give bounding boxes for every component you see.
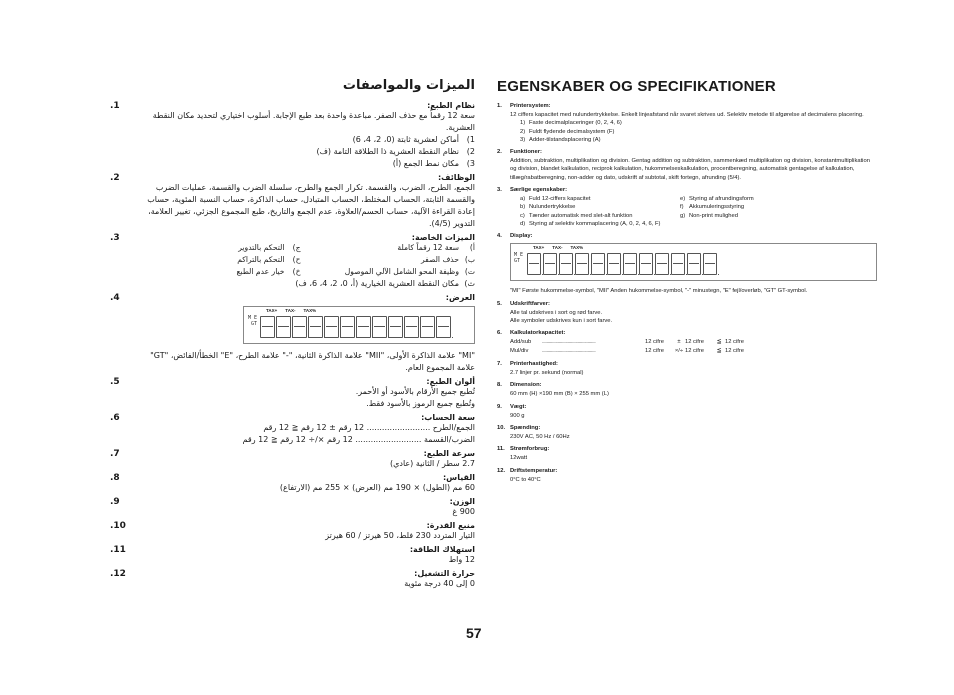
danish-column bbox=[497, 78, 877, 484]
display-side-symbols: M E GT bbox=[247, 315, 257, 327]
spec-heading: حرارة التشغيل: bbox=[414, 569, 475, 578]
spec-text: 0 إلى 40 درجة مئوية bbox=[404, 579, 475, 588]
spec-number: 1. bbox=[497, 103, 502, 109]
spec-stromforbrug bbox=[497, 446, 877, 462]
spec-number: 8. bbox=[497, 382, 502, 389]
spec-heading: Display: bbox=[510, 233, 533, 240]
spec-text: التيار المتردد 230 فلط، 50 هيرتز / 60 هيرتز bbox=[325, 531, 475, 540]
spec-text: Alle symboler udskrives kun i sort farve. bbox=[510, 317, 613, 324]
list-item: 1) أماكن لعشرية ثابتة (0، 2، 4، 6) bbox=[352, 135, 475, 144]
ar-spec-10 bbox=[108, 521, 475, 542]
spec-heading: استهلاك الطاقة: bbox=[409, 545, 475, 554]
display-side-symbols: M E GT bbox=[514, 252, 524, 265]
display-tax-tags: TAX+ TAX- TAX% bbox=[533, 245, 584, 251]
display-digit bbox=[420, 316, 435, 338]
spec-vaegt bbox=[497, 404, 877, 420]
display-digit bbox=[607, 253, 621, 275]
display-digit bbox=[340, 316, 355, 338]
display-digit bbox=[372, 316, 387, 338]
spec-text: الجمع، الطرح، الضرب، والقسمة. تكرار الجمع والطرح، سلسلة الضرب والقسمة، عمليات الضرب والقسمة الثابتة، الحساب المختلط، الحساب المتبادل، حساب الذاكرة، حساب النسبة المئوية، حساب إعادة القراءة الآلية، حساب الحسم/العلاوة، عدم الجمع والتاريخ، طبع المجموع الجزئي، تغيير العلامة، التدوير (4/5). bbox=[147, 183, 475, 228]
display-digits bbox=[260, 316, 451, 338]
spec-number: .8 bbox=[110, 473, 120, 483]
spec-heading: نظام الطبع: bbox=[427, 101, 475, 110]
list-item: 3) مكان نمط الجمع (أ) bbox=[392, 159, 475, 168]
spec-text: Alle tal udskrives i sort og rød farve. bbox=[510, 309, 603, 316]
arabic-column bbox=[108, 78, 475, 590]
spec-text: 900 g bbox=[510, 412, 525, 419]
list-item: e) Styring af afrundingsform bbox=[680, 196, 754, 203]
spec-printerhastighed bbox=[497, 361, 877, 377]
ar-spec-4 bbox=[108, 293, 475, 374]
spec-heading: منبع القدرة: bbox=[426, 521, 475, 530]
spec-number: 2. bbox=[497, 149, 502, 156]
spec-number: .2 bbox=[110, 173, 120, 183]
spec-text: 0°C to 40°C bbox=[510, 476, 541, 483]
list-item: 2) Fuldt flydende decimalsystem (F) bbox=[520, 128, 615, 135]
spec-heading: Printerhastighed: bbox=[510, 361, 558, 368]
display-digit bbox=[655, 253, 669, 275]
spec-number: 12. bbox=[497, 467, 506, 474]
section-title-arabic: الميزات والمواصفات bbox=[342, 78, 475, 93]
spec-display bbox=[497, 233, 877, 295]
spec-text: 900 غ bbox=[452, 507, 475, 516]
list-item: 1) Faste decimalplaceringer (0, 2, 4, 6) bbox=[520, 120, 622, 127]
spec-number: 4. bbox=[497, 233, 502, 240]
ar-spec-3 bbox=[108, 233, 475, 290]
spec-text: وتُطبع جميع الرموز بالأسود فقط. bbox=[366, 399, 475, 408]
display-digit bbox=[623, 253, 637, 275]
list-item: ت) وظيفة المحو الشامل الآلي الموصول bbox=[344, 267, 475, 276]
spec-text: 2.7 سطر / الثانية (عادي) bbox=[390, 459, 475, 468]
spec-spaending bbox=[497, 425, 877, 441]
spec-heading: Udskriftfarver: bbox=[510, 300, 550, 307]
spec-number: .5 bbox=[110, 377, 120, 387]
display-digit bbox=[388, 316, 403, 338]
list-item: g) Non-print mulighed bbox=[680, 212, 738, 219]
display-illustration-ar bbox=[243, 306, 475, 344]
display-caption: "MI" Første hukommelse-symbol, "MII" Anden hukommelse-symbol, "-" minustegn, "E" fejl/overløb, "GT" GT-symbol. bbox=[510, 288, 808, 295]
display-digit bbox=[404, 316, 419, 338]
spec-heading: Dimension: bbox=[510, 382, 542, 389]
spec-number: 10. bbox=[497, 425, 506, 432]
display-digit bbox=[591, 253, 605, 275]
ar-spec-2 bbox=[108, 173, 475, 230]
display-digit bbox=[292, 316, 307, 338]
spec-text: سعة 12 رقماً مع حذف الصفر. مباعدة واحدة بعد طبع الإجابة. أسلوب اختياري لتحديد مكان النقطة العشرية. bbox=[152, 111, 475, 132]
spec-kapacitet bbox=[497, 330, 877, 356]
display-digits bbox=[527, 253, 717, 275]
spec-heading: Vægt: bbox=[510, 403, 527, 410]
spec-heading: Printersystem: bbox=[510, 103, 551, 109]
capacity-row: الجمع/الطرح ......................... 12 رقم ± 12 رقم ≦ 12 رقم bbox=[263, 423, 475, 432]
spec-text: 60 مم (الطول) × 190 مم (العرض) × 255 مم (الارتفاع) bbox=[279, 483, 475, 492]
ar-spec-5 bbox=[108, 377, 475, 410]
spec-text: Addition, subtraktion, multiplikation og division. Gentag addition og subtraktion, sammenkæd multiplikation og division, konstantmultiplikation og division, blandet kalkulation, reciprok kalkulation, hukommelseskalkulation, procentberegning, automatisk gentagelse af kalkulation, tillæg/rabatberegning, non-adder og dato, udskrift af subtotal, skift fortegn, afrunding (5/4). bbox=[510, 158, 870, 181]
display-tax-tags: TAX+ TAX- TAX% bbox=[266, 308, 317, 313]
section-title-danish: EGENSKABER OG SPECIFIKATIONER bbox=[497, 78, 776, 95]
spec-heading: Kalkulatorkapacitet: bbox=[510, 330, 566, 337]
spec-text: 12 واط bbox=[448, 555, 475, 564]
spec-heading: سعة الحساب: bbox=[421, 413, 475, 422]
spec-heading: Strømforbrug: bbox=[510, 446, 550, 453]
list-item: ب) حذف الصفر bbox=[420, 255, 475, 264]
display-digit bbox=[436, 316, 451, 338]
spec-heading: Særlige egenskaber: bbox=[510, 187, 568, 194]
spec-heading: العرض: bbox=[445, 293, 475, 302]
ar-spec-11 bbox=[108, 545, 475, 566]
spec-heading: Spænding: bbox=[510, 425, 541, 432]
spec-number: 5. bbox=[497, 300, 502, 307]
capacity-row: Add/sub ................................................ 12 cifre ± 12 cifre ≦ 12 cifre bbox=[510, 339, 745, 346]
spec-number: 11. bbox=[497, 446, 505, 453]
list-item: 2) نظام النقطة العشرية ذا الطلاقة التامة (ف) bbox=[316, 147, 475, 156]
list-item: خ) خيار عدم الطبع bbox=[236, 267, 301, 276]
spec-printersystem bbox=[497, 103, 877, 144]
list-item: ح) التحكم بالتراكم bbox=[237, 255, 301, 264]
page-number: 57 bbox=[466, 625, 482, 641]
spec-number: 6. bbox=[497, 330, 502, 337]
spec-dimension bbox=[497, 382, 877, 398]
display-digit bbox=[276, 316, 291, 338]
list-item: ث) مكان النقطة العشرية الخيارية (أ، 0، 2، 4، 6، ف) bbox=[295, 279, 475, 288]
spec-saerlige bbox=[497, 187, 877, 228]
spec-heading: Funktioner: bbox=[510, 149, 542, 156]
spec-number: 7. bbox=[497, 361, 502, 368]
spec-number: .12 bbox=[110, 569, 126, 579]
spec-number: .4 bbox=[110, 293, 120, 303]
spec-number: 3. bbox=[497, 187, 502, 194]
spec-number: .7 bbox=[110, 449, 120, 459]
display-digit bbox=[703, 253, 717, 275]
spec-number: .6 bbox=[110, 413, 120, 423]
spec-text: 12watt bbox=[510, 455, 528, 462]
capacity-row: الضرب/القسمة .......................... 12 رقم ×/÷ 12 رقم ≦ 12 رقم bbox=[242, 435, 475, 444]
display-digit bbox=[356, 316, 371, 338]
display-digit bbox=[308, 316, 323, 338]
list-item: أ) سعة 12 رقماً كاملة bbox=[397, 243, 475, 252]
spec-text: 60 mm (H) ×190 mm (B) × 255 mm (L) bbox=[510, 391, 609, 398]
display-digit bbox=[671, 253, 685, 275]
spec-text: 2.7 linjer pr. sekund (normal) bbox=[510, 370, 584, 377]
ar-spec-6 bbox=[108, 413, 475, 446]
display-digit bbox=[559, 253, 573, 275]
spec-heading: سرعة الطبع: bbox=[423, 449, 475, 458]
spec-text: 12 ciffers kapacitet med nulundertrykkelse. Enkelt linjeafstand når svaret skrives ud. Selektiv metode til afgørelse af decimalens placering. bbox=[510, 112, 864, 118]
ar-spec-8 bbox=[108, 473, 475, 494]
spec-heading: القياس: bbox=[442, 473, 475, 482]
spec-heading: الوزن: bbox=[449, 497, 475, 506]
spec-text: 230V AC, 50 Hz / 60Hz bbox=[510, 434, 570, 441]
spec-heading: الميزات الخاصة: bbox=[411, 233, 475, 242]
list-item: d) Styring af selektiv kommaplacering (A, 0, 2, 4, 6, F) bbox=[520, 220, 661, 227]
list-item: b) Nulundertrykkelse bbox=[520, 204, 576, 211]
spec-number: .10 bbox=[110, 521, 126, 531]
ar-spec-12 bbox=[108, 569, 475, 590]
display-illustration bbox=[510, 243, 877, 281]
spec-driftstemperatur bbox=[497, 468, 877, 484]
ar-spec-7 bbox=[108, 449, 475, 470]
list-item: 3) Adder-tilstandsplacering (A) bbox=[520, 136, 601, 143]
spec-heading: ألوان الطبع: bbox=[426, 377, 475, 386]
display-digit bbox=[575, 253, 589, 275]
spec-number: .11 bbox=[110, 545, 126, 555]
display-digit bbox=[260, 316, 275, 338]
spec-number: .3 bbox=[110, 233, 120, 243]
spec-text: تُطبع جميع الأرقام بالأسود أو الأحمر. bbox=[355, 387, 475, 396]
display-digit bbox=[687, 253, 701, 275]
list-item: a) Fuld 12-ciffers kapacitet bbox=[520, 196, 591, 203]
display-digit bbox=[527, 253, 541, 275]
ar-spec-1 bbox=[108, 101, 475, 170]
list-item: ج) التحكم بالتدوير bbox=[238, 243, 301, 252]
display-digit bbox=[543, 253, 557, 275]
spec-funktioner bbox=[497, 149, 877, 182]
capacity-row: Mul/div ................................................ 12 cifre ×/÷ 12 cifre ≦ 12 cifre bbox=[510, 348, 745, 355]
spec-number: .9 bbox=[110, 497, 120, 507]
display-digit bbox=[639, 253, 653, 275]
spec-udskriftfarver bbox=[497, 301, 877, 326]
ar-spec-9 bbox=[108, 497, 475, 518]
spec-number: .1 bbox=[110, 101, 120, 111]
list-item: c) Tænder automatisk med slet-alt funktion bbox=[520, 212, 633, 219]
spec-heading: الوظائف: bbox=[437, 173, 475, 182]
display-digit bbox=[324, 316, 339, 338]
spec-number: 9. bbox=[497, 403, 502, 410]
display-caption: "MI" علامة الذاكرة الأولى، "MII" علامة الذاكرة الثانية، "-" علامة الطرح، "E" الخطأ/الفائض، "GT" علامة المجموع العام. bbox=[150, 351, 475, 372]
list-item: f) Akkumuleringsstyring bbox=[680, 204, 745, 211]
spec-heading: Driftstemperatur: bbox=[510, 467, 558, 474]
